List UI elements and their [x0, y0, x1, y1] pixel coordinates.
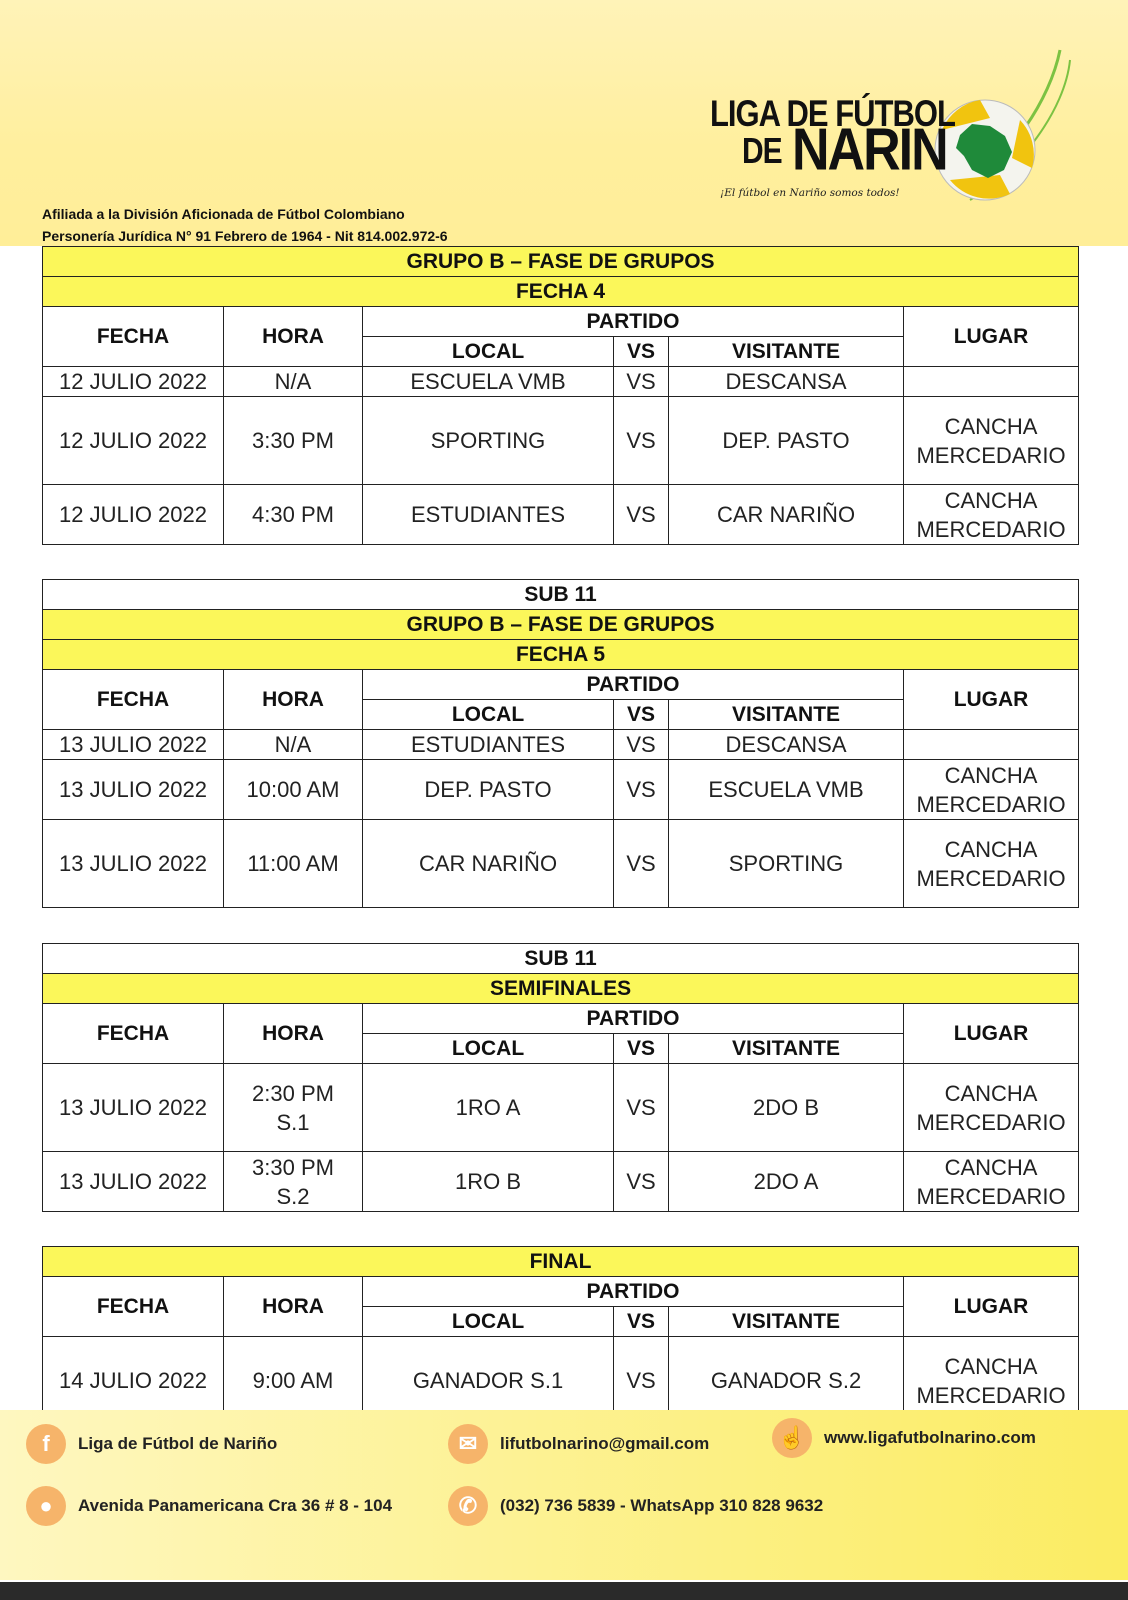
cell-fecha: 13 JULIO 2022: [43, 730, 224, 760]
cell-line: MERCEDARIO: [916, 1382, 1066, 1408]
cell-line: CANCHA: [944, 413, 1038, 439]
logo-slogan: ¡El fútbol en Nariño somos todos!: [720, 187, 900, 199]
cell-line: CANCHA: [944, 1080, 1038, 1106]
table-row: [43, 730, 1079, 760]
cell-lugar: [904, 820, 1079, 908]
email-icon: ✉: [448, 1424, 488, 1464]
cell-vs: VS: [614, 1337, 669, 1425]
table-title: FINAL: [43, 1247, 1079, 1277]
cell-fecha: 14 JULIO 2022: [43, 1337, 224, 1425]
cell-line: CANCHA: [944, 487, 1038, 513]
address-label: Avenida Panamericana Cra 36 # 8 - 104: [78, 1496, 393, 1515]
table-row: [43, 367, 1079, 397]
cell-vs: VS: [614, 367, 669, 397]
cell-fecha: 12 JULIO 2022: [43, 485, 224, 545]
col-visitante-header: VISITANTE: [669, 1307, 904, 1337]
table-row: [43, 1064, 1079, 1152]
cell-line: 4:30 PM: [252, 502, 334, 527]
cell-hora: [224, 397, 363, 485]
col-lugar-header: LUGAR: [904, 1004, 1079, 1064]
table-title: SUB 11: [43, 944, 1079, 974]
cell-vs: VS: [614, 760, 669, 820]
col-fecha-header: FECHA: [43, 1277, 224, 1337]
phone-label: (032) 736 5839 - WhatsApp 310 828 9632: [500, 1496, 824, 1515]
cell-lugar: [904, 1152, 1079, 1212]
col-partido-header: PARTIDO: [363, 670, 904, 700]
cell-fecha: 12 JULIO 2022: [43, 367, 224, 397]
title-row: [43, 277, 1079, 307]
col-local-header: LOCAL: [363, 700, 614, 730]
table-row: [43, 820, 1079, 908]
bottom-strip: [0, 1582, 1128, 1600]
title-row: [43, 1247, 1079, 1277]
cell-hora: [224, 1064, 363, 1152]
cell-vs: VS: [614, 397, 669, 485]
cell-local: 1RO B: [363, 1152, 614, 1212]
logo-title-line1: LIGA DE FÚTBOL: [710, 92, 955, 135]
col-fecha-header: FECHA: [43, 1004, 224, 1064]
cell-line: CANCHA: [944, 1353, 1038, 1379]
cell-local: DEP. PASTO: [363, 760, 614, 820]
title-row: [43, 580, 1079, 610]
col-local-header: LOCAL: [363, 337, 614, 367]
cell-line: 3:30 PM: [252, 428, 334, 453]
title-row: [43, 247, 1079, 277]
cell-local: GANADOR S.1: [363, 1337, 614, 1425]
cell-line: MERCEDARIO: [916, 1183, 1066, 1209]
cell-line: N/A: [274, 369, 312, 394]
cell-hora: [224, 820, 363, 908]
col-lugar-header: LUGAR: [904, 1277, 1079, 1337]
cell-line: MERCEDARIO: [916, 516, 1066, 542]
cell-line: MERCEDARIO: [916, 1109, 1066, 1135]
cell-visitante: DESCANSA: [669, 730, 904, 760]
facebook-icon: f: [26, 1424, 66, 1464]
col-visitante-header: VISITANTE: [669, 700, 904, 730]
footer-address: [26, 1486, 392, 1526]
col-vs-header: VS: [614, 1307, 669, 1337]
facebook-label: Liga de Fútbol de Nariño: [78, 1434, 278, 1453]
cell-visitante: DEP. PASTO: [669, 397, 904, 485]
cell-lugar: [904, 397, 1079, 485]
cell-vs: VS: [614, 730, 669, 760]
table-title: SEMIFINALES: [43, 974, 1079, 1004]
col-lugar-header: LUGAR: [904, 307, 1079, 367]
cell-lugar: [904, 1064, 1079, 1152]
table-row: [43, 485, 1079, 545]
cell-fecha: 13 JULIO 2022: [43, 820, 224, 908]
cell-hora: [224, 760, 363, 820]
cell-line: CANCHA: [944, 1154, 1038, 1180]
cell-lugar: [904, 367, 1079, 397]
cell-local: ESTUDIANTES: [363, 485, 614, 545]
cell-hora: [224, 1152, 363, 1212]
cell-fecha: 13 JULIO 2022: [43, 1152, 224, 1212]
cell-fecha: 13 JULIO 2022: [43, 1064, 224, 1152]
col-partido-header: PARTIDO: [363, 1004, 904, 1034]
cell-line: CANCHA: [944, 762, 1038, 788]
cell-visitante: 2DO A: [669, 1152, 904, 1212]
cell-line: S.1: [276, 1109, 310, 1135]
logo-title-de: DE: [742, 131, 782, 172]
cell-visitante: CAR NARIÑO: [669, 485, 904, 545]
col-fecha-header: FECHA: [43, 670, 224, 730]
cell-visitante: ESCUELA VMB: [669, 760, 904, 820]
cell-fecha: 13 JULIO 2022: [43, 760, 224, 820]
table-row: [43, 1152, 1079, 1212]
cell-hora: [224, 367, 363, 397]
schedule-table: [42, 1246, 1079, 1425]
cell-lugar: [904, 730, 1079, 760]
col-hora-header: HORA: [224, 1277, 363, 1337]
col-local-header: LOCAL: [363, 1307, 614, 1337]
table-title: GRUPO B – FASE DE GRUPOS: [43, 610, 1079, 640]
cell-local: ESCUELA VMB: [363, 367, 614, 397]
cell-vs: VS: [614, 820, 669, 908]
table-row: [43, 760, 1079, 820]
location-icon: ●: [26, 1486, 66, 1526]
footer-email[interactable]: [448, 1424, 709, 1464]
website-label: www.ligafutbolnarino.com: [824, 1428, 1036, 1447]
col-hora-header: HORA: [224, 670, 363, 730]
col-partido-header: PARTIDO: [363, 307, 904, 337]
cell-line: 3:30 PM: [252, 1154, 334, 1180]
header-row: [43, 1277, 1079, 1307]
header-row: [43, 670, 1079, 700]
col-hora-header: HORA: [224, 1004, 363, 1064]
cell-line: 10:00 AM: [246, 777, 340, 802]
title-row: [43, 610, 1079, 640]
cell-visitante: SPORTING: [669, 820, 904, 908]
cell-line: 2:30 PM: [252, 1080, 334, 1106]
title-row: [43, 640, 1079, 670]
table-title: GRUPO B – FASE DE GRUPOS: [43, 247, 1079, 277]
cell-lugar: [904, 485, 1079, 545]
logo-title-narino: NARIN: [792, 116, 947, 184]
email-label: lifutbolnarino@gmail.com: [500, 1434, 710, 1453]
col-lugar-header: LUGAR: [904, 670, 1079, 730]
col-partido-header: PARTIDO: [363, 1277, 904, 1307]
col-visitante-header: VISITANTE: [669, 337, 904, 367]
pointer-icon: ☝: [772, 1418, 812, 1458]
footer-phone: [448, 1486, 823, 1526]
cell-visitante: 2DO B: [669, 1064, 904, 1152]
cell-fecha: 12 JULIO 2022: [43, 397, 224, 485]
cell-line: 9:00 AM: [252, 1368, 334, 1393]
cell-vs: VS: [614, 1064, 669, 1152]
league-logo: [700, 40, 1100, 220]
cell-local: SPORTING: [363, 397, 614, 485]
col-vs-header: VS: [614, 1034, 669, 1064]
col-visitante-header: VISITANTE: [669, 1034, 904, 1064]
cell-vs: VS: [614, 485, 669, 545]
col-hora-header: HORA: [224, 307, 363, 367]
cell-line: MERCEDARIO: [916, 442, 1066, 468]
cell-line: MERCEDARIO: [916, 865, 1066, 891]
cell-hora: [224, 485, 363, 545]
cell-local: 1RO A: [363, 1064, 614, 1152]
title-row: [43, 974, 1079, 1004]
col-vs-header: VS: [614, 700, 669, 730]
col-local-header: LOCAL: [363, 1034, 614, 1064]
cell-visitante: DESCANSA: [669, 367, 904, 397]
schedule-table: [42, 246, 1079, 545]
cell-line: S.2: [276, 1183, 310, 1209]
table-title: FECHA 4: [43, 277, 1079, 307]
table-title: FECHA 5: [43, 640, 1079, 670]
cell-line: N/A: [274, 732, 312, 757]
header-row: [43, 307, 1079, 337]
cell-local: CAR NARIÑO: [363, 820, 614, 908]
legal-text: Personería Jurídica N° 91 Febrero de 1964 - Nit 814.002.972-6: [42, 228, 448, 244]
schedule-table: [42, 579, 1079, 908]
cell-vs: VS: [614, 1152, 669, 1212]
table-title: SUB 11: [43, 580, 1079, 610]
cell-hora: [224, 730, 363, 760]
header-row: [43, 1004, 1079, 1034]
cell-line: MERCEDARIO: [916, 791, 1066, 817]
cell-line: CANCHA: [944, 836, 1038, 862]
footer-facebook[interactable]: [26, 1424, 277, 1464]
col-fecha-header: FECHA: [43, 307, 224, 367]
title-row: [43, 944, 1079, 974]
footer-website[interactable]: [772, 1418, 1036, 1458]
phone-icon: ✆: [448, 1486, 488, 1526]
cell-lugar: [904, 760, 1079, 820]
cell-line: 11:00 AM: [247, 851, 339, 876]
col-vs-header: VS: [614, 337, 669, 367]
cell-visitante: GANADOR S.2: [669, 1337, 904, 1425]
affiliation-text: Afiliada a la División Aficionada de Fútbol Colombiano: [42, 206, 405, 222]
table-row: [43, 397, 1079, 485]
schedule-table: [42, 943, 1079, 1212]
cell-local: ESTUDIANTES: [363, 730, 614, 760]
